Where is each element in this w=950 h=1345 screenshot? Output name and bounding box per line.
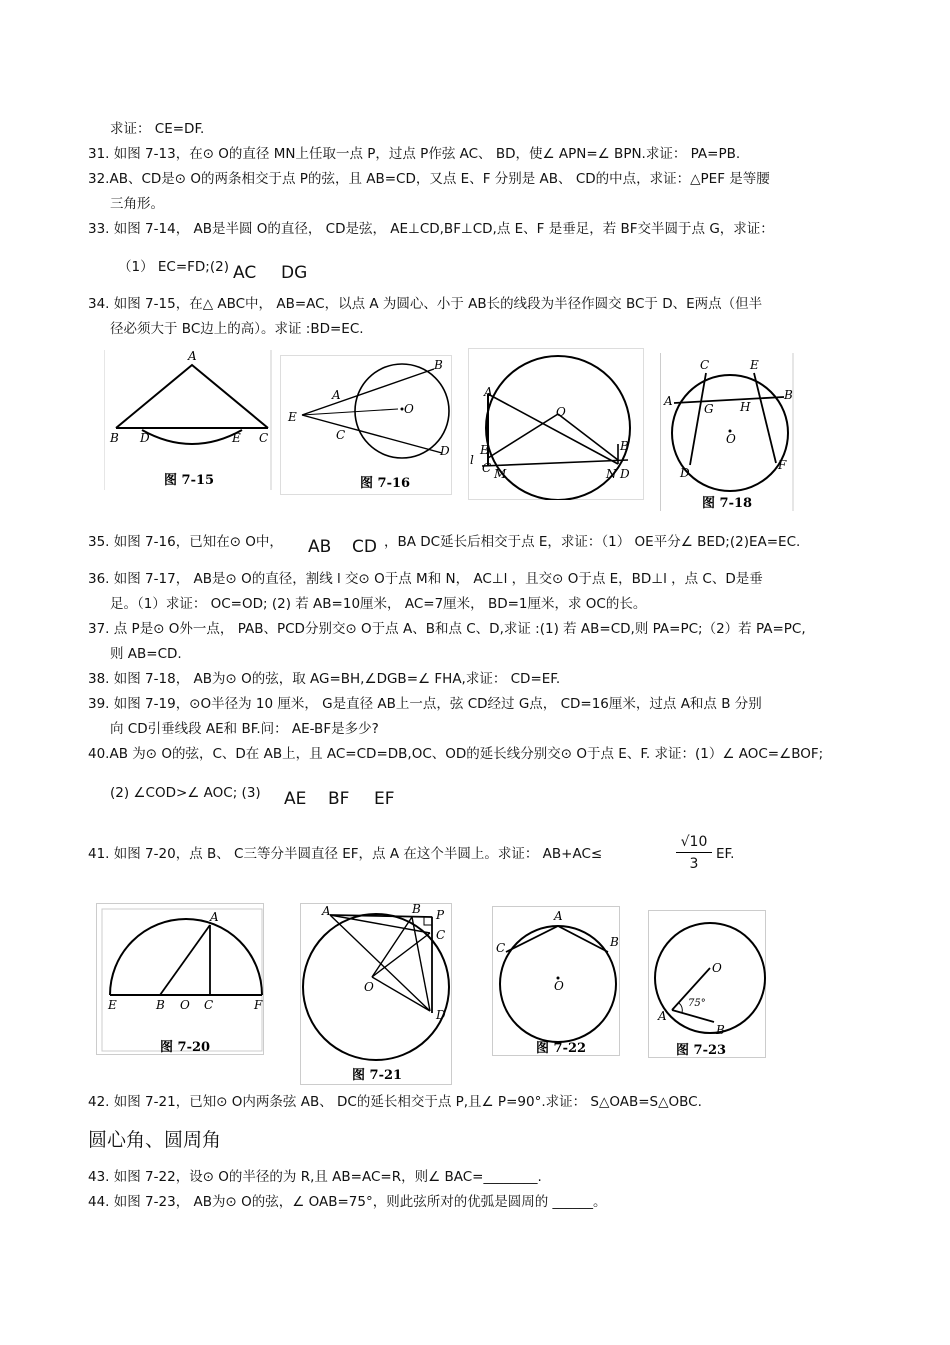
- arc-dg: DG: [281, 263, 308, 283]
- label-g: G: [704, 402, 714, 416]
- problem-37-cont: 则 AB=CD.: [110, 646, 182, 662]
- label-c: C: [496, 941, 506, 955]
- label-d: D: [140, 431, 150, 445]
- problem-32-cont: 三角形。: [110, 196, 164, 212]
- label-e: E: [288, 410, 297, 424]
- label-f: F: [778, 458, 787, 472]
- arc-ab: AB: [308, 537, 332, 557]
- label-e: E: [108, 998, 117, 1012]
- figure-7-18: [660, 353, 794, 511]
- figure-7-15: [104, 350, 272, 490]
- caption-7-21: 图 7-21: [352, 1068, 403, 1083]
- line-proof-ce-df: 求证： CE=DF.: [110, 121, 205, 137]
- label-o: O: [180, 998, 190, 1012]
- label-a: A: [664, 394, 673, 408]
- label-b: B: [784, 388, 793, 402]
- label-o: O: [554, 979, 564, 993]
- problem-43: 43. 如图 7-22，设⊙ O的半径的为 R,且 AB=AC=R，则∠ BAC=________.: [88, 1169, 542, 1185]
- caption-7-15: 图 7-15: [164, 473, 215, 488]
- label-f: F: [254, 998, 263, 1012]
- label-a: A: [210, 910, 219, 924]
- label-a: A: [484, 385, 493, 399]
- label-d: D: [440, 444, 450, 458]
- label-o: O: [726, 432, 736, 446]
- label-b: B: [412, 903, 421, 916]
- caption-7-16: 图 7-16: [360, 476, 411, 491]
- figure-7-23: [648, 910, 766, 1058]
- label-c: C: [482, 461, 492, 475]
- label-e: E: [480, 443, 489, 457]
- label-a: A: [554, 909, 563, 923]
- problem-33: 33. 如图 7-14， AB是半圆 O的直径， CD是弦， AE⊥CD,BF⊥CD,点 E、F 是垂足，若 BF交半圆于点 G，求证：: [88, 221, 774, 237]
- label-o: O: [712, 961, 722, 975]
- label-c: C: [336, 428, 346, 442]
- section-heading: 圆心角、圆周角: [88, 1129, 222, 1151]
- label-d: D: [620, 467, 630, 481]
- problem-39: 39. 如图 7-19，⊙O半径为 10 厘米， G是直径 AB上一点，弦 CD经过 G点， CD=16厘米，过点 A和点 B 分别: [88, 696, 762, 712]
- label-o: O: [556, 405, 566, 419]
- problem-31: 31. 如图 7-13，在⊙ O的直径 MN上任取一点 P，过点 P作弦 AC、 BD，使∠ APN=∠ BPN.求证： PA=PB.: [88, 146, 741, 162]
- problem-38: 38. 如图 7-18， AB为⊙ O的弦，取 AG=BH,∠DGB=∠ FHA,求证： CD=EF.: [88, 671, 561, 687]
- problem-34: 34. 如图 7-15，在△ ABC中， AB=AC，以点 A 为圆心、小于 AB长的线段为半径作圆交 BC于 D、E两点（但半: [88, 296, 763, 312]
- label-c: C: [700, 358, 710, 372]
- figure-7-21: [300, 903, 452, 1085]
- problem-40: 40.AB 为⊙ O的弦，C、D在 AB上，且 AC=CD=DB,OC、OD的延长线分别交⊙ O于点 E、F. 求证：(1）∠ AOC=∠BOF;: [88, 746, 824, 762]
- label-p: P: [436, 908, 445, 922]
- label-b: B: [610, 935, 619, 949]
- problem-39-cont: 向 CD引垂线段 AE和 BF.问： AE-BF是多少?: [110, 721, 379, 737]
- caption-7-22: 图 7-22: [536, 1041, 587, 1056]
- label-c: C: [259, 431, 269, 445]
- fraction-denominator: 3: [689, 856, 699, 872]
- problem-41-cont: EF.: [716, 846, 735, 862]
- label-a: A: [332, 388, 341, 402]
- label-b: B: [620, 439, 629, 453]
- arc-ae: AE: [284, 789, 307, 809]
- label-e: E: [750, 358, 759, 372]
- problem-44: 44. 如图 7-23， AB为⊙ O的弦，∠ OAB=75°，则此弦所对的优弧是圆周的 ______。: [88, 1194, 607, 1210]
- arc-bf: BF: [328, 789, 350, 809]
- problem-33-cont: （1） EC=FD;(2): [118, 259, 229, 275]
- arc-cd: CD: [352, 537, 377, 557]
- label-l: l: [470, 453, 474, 467]
- caption-7-20: 图 7-20: [160, 1040, 211, 1055]
- arc-ac: AC: [233, 263, 257, 283]
- problem-37: 37. 点 P是⊙ O外一点， PAB、PCD分别交⊙ O于点 A、B和点 C、D,求证 :(1) 若 AB=CD,则 PA=PC;（2）若 PA=PC,: [88, 621, 806, 637]
- label-b: B: [434, 358, 443, 372]
- label-b: B: [110, 431, 119, 445]
- problem-40-cont: (2) ∠COD>∠ AOC; (3): [110, 785, 261, 801]
- label-a: A: [188, 350, 197, 363]
- label-d: D: [436, 1008, 446, 1022]
- caption-7-23: 图 7-23: [676, 1043, 727, 1058]
- label-c: C: [204, 998, 214, 1012]
- label-o: O: [364, 980, 374, 994]
- arc-ef: EF: [374, 789, 395, 809]
- problem-34-cont: 径必须大于 BC边上的高）。求证 :BD=EC.: [110, 321, 364, 337]
- problem-35-cont: ，BA DC延长后相交于点 E，求证：（1） OE平分∠ BED;(2)EA=EC.: [384, 534, 801, 550]
- label-d: D: [680, 466, 690, 480]
- problem-42: 42. 如图 7-21，已知⊙ O内两条弦 AB、 DC的延长相交于点 P,且∠ P=90°.求证： S△OAB=S△OBC.: [88, 1094, 702, 1110]
- label-a: A: [322, 904, 331, 918]
- label-o: O: [404, 402, 414, 416]
- figure-7-16: [280, 355, 452, 495]
- label-a: A: [658, 1009, 667, 1023]
- figure-7-22: [492, 906, 620, 1056]
- angle-75: 75°: [688, 998, 706, 1009]
- problem-36: 36. 如图 7-17， AB是⊙ O的直径，割线 l 交⊙ O于点 M和 N， AC⊥l ，且交⊙ O于点 E，BD⊥l ，点 C、D是垂: [88, 571, 763, 587]
- problem-35: 35. 如图 7-16，已知在⊙ O中，: [88, 534, 283, 550]
- label-m: M: [494, 467, 507, 481]
- fraction-sqrt10-over-3: [676, 832, 712, 875]
- label-n: N: [606, 467, 617, 481]
- problem-32: 32.AB、CD是⊙ O的两条相交于点 P的弦，且 AB=CD，又点 E、F 分别是 AB、 CD的中点，求证：△PEF 是等腰: [88, 171, 770, 187]
- caption-7-18: 图 7-18: [702, 496, 753, 511]
- label-h: H: [740, 400, 751, 414]
- label-c: C: [436, 928, 446, 942]
- label-b: B: [156, 998, 165, 1012]
- label-e: E: [232, 431, 241, 445]
- figure-7-20: [96, 903, 264, 1055]
- problem-36-cont: 足。（1）求证： OC=OD; (2) 若 AB=10厘米， AC=7厘米， BD=1厘米，求 OC的长。: [110, 596, 647, 612]
- figure-7-17: [468, 348, 644, 500]
- fraction-numerator: √10: [676, 832, 712, 853]
- problem-41: 41. 如图 7-20，点 B、 C三等分半圆直径 EF，点 A 在这个半圆上。求证： AB+AC≤: [88, 846, 603, 862]
- label-b: B: [716, 1023, 725, 1037]
